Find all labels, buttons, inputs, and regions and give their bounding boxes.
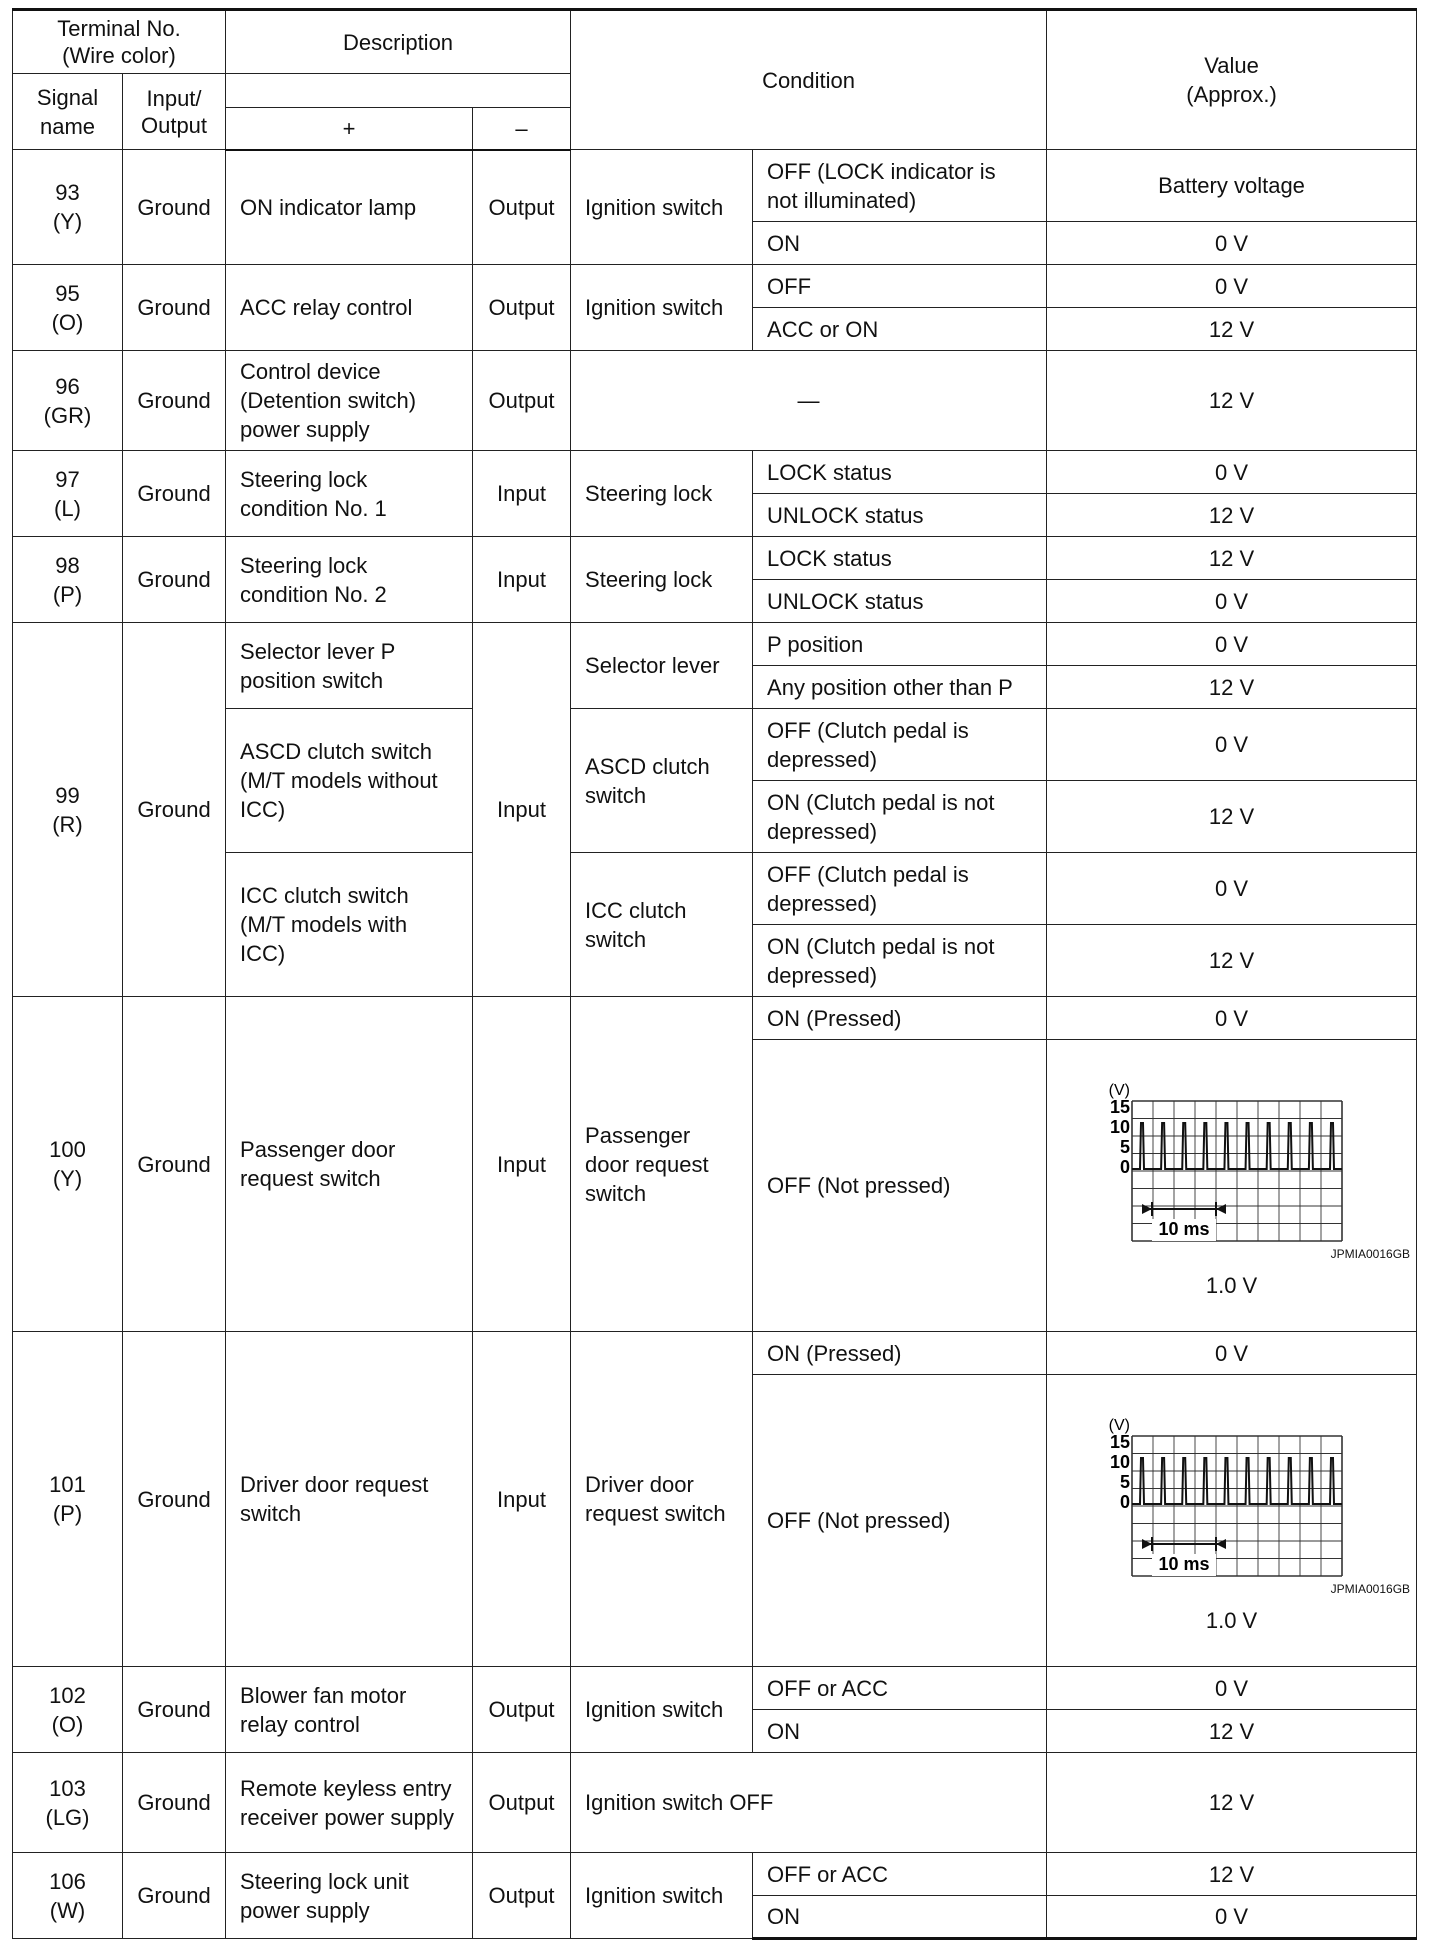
header-value: Value (Approx.) bbox=[1047, 10, 1417, 150]
figure-code: JPMIA0016GB bbox=[1330, 1582, 1411, 1596]
io-type: Output bbox=[473, 351, 571, 451]
table-row bbox=[13, 537, 1417, 580]
waveform-tick-label: 15 bbox=[1109, 1432, 1130, 1452]
value: 0 V bbox=[1047, 709, 1417, 781]
signal-name: Driver door request switch bbox=[226, 1332, 473, 1667]
condition-state: P position bbox=[753, 623, 1047, 666]
header-description: Description bbox=[226, 10, 571, 74]
value: 0 V bbox=[1047, 222, 1417, 265]
value: 12 V bbox=[1047, 1853, 1417, 1896]
terminal-no: 103 (LG) bbox=[13, 1753, 123, 1853]
period-label: 10 ms bbox=[1158, 1219, 1210, 1239]
value-waveform-cell bbox=[1047, 1040, 1417, 1332]
header-condition: Condition bbox=[571, 10, 1047, 150]
terminal-no: 95 (O) bbox=[13, 265, 123, 351]
value: 0 V bbox=[1047, 623, 1417, 666]
minus-terminal: Ground bbox=[123, 1753, 226, 1853]
io-type: Output bbox=[473, 150, 571, 265]
condition-state: ON (Pressed) bbox=[753, 1332, 1047, 1375]
minus-terminal: Ground bbox=[123, 351, 226, 451]
table-row bbox=[13, 1853, 1417, 1896]
signal-name: Steering lock condition No. 2 bbox=[226, 537, 473, 623]
value: 0 V bbox=[1047, 265, 1417, 308]
waveform-tick-label: 5 bbox=[1119, 1137, 1130, 1157]
value: 12 V bbox=[1047, 494, 1417, 537]
waveform-tick-label: 0 bbox=[1119, 1157, 1130, 1177]
signal-name: Steering lock unit power supply bbox=[226, 1853, 473, 1939]
io-type: Output bbox=[473, 265, 571, 351]
value: 1.0 V bbox=[1205, 1608, 1258, 1633]
table-body bbox=[13, 150, 1417, 1939]
value: 12 V bbox=[1047, 537, 1417, 580]
value: 12 V bbox=[1047, 925, 1417, 997]
terminal-no: 97 (L) bbox=[13, 451, 123, 537]
signal-name: Control device (Detention switch) power supply bbox=[226, 351, 473, 451]
signal-name: ON indicator lamp bbox=[226, 150, 473, 265]
condition-item: Ignition switch bbox=[571, 150, 753, 265]
value: 0 V bbox=[1047, 1332, 1417, 1375]
minus-terminal: Ground bbox=[123, 1667, 226, 1753]
condition-state: ON bbox=[753, 222, 1047, 265]
condition-state: ON bbox=[753, 1896, 1047, 1939]
condition-state: ACC or ON bbox=[753, 308, 1047, 351]
io-type: Output bbox=[473, 1853, 571, 1939]
table-row bbox=[13, 1667, 1417, 1710]
waveform-graph bbox=[1082, 1079, 1382, 1247]
condition-item: Ignition switch bbox=[571, 1853, 753, 1939]
condition-state: OFF (Clutch pedal is depressed) bbox=[753, 853, 1047, 925]
signal-name: Remote keyless entry receiver power supply bbox=[226, 1753, 473, 1853]
waveform-tick-label: 15 bbox=[1109, 1097, 1130, 1117]
condition-state: ON (Pressed) bbox=[753, 997, 1047, 1040]
condition-state: OFF (Not pressed) bbox=[753, 1375, 1047, 1667]
terminal-no: 98 (P) bbox=[13, 537, 123, 623]
terminal-no: 100 (Y) bbox=[13, 997, 123, 1332]
value: 0 V bbox=[1047, 853, 1417, 925]
waveform-tick-label: 0 bbox=[1119, 1492, 1130, 1512]
condition-state: OFF or ACC bbox=[753, 1667, 1047, 1710]
io-type: Input bbox=[473, 1332, 571, 1667]
value: 12 V bbox=[1047, 666, 1417, 709]
condition-item: Ignition switch bbox=[571, 265, 753, 351]
figure-code: JPMIA0016GB bbox=[1330, 1247, 1411, 1261]
minus-terminal: Ground bbox=[123, 537, 226, 623]
io-type: Output bbox=[473, 1667, 571, 1753]
minus-terminal: Ground bbox=[123, 997, 226, 1332]
header-io: Input/ Output bbox=[123, 74, 226, 150]
value: 0 V bbox=[1047, 997, 1417, 1040]
value: 12 V bbox=[1047, 1753, 1417, 1853]
minus-terminal: Ground bbox=[123, 1332, 226, 1667]
waveform-unit-label: (V) bbox=[1108, 1082, 1130, 1099]
signal-name: Blower fan motor relay control bbox=[226, 1667, 473, 1753]
value: 0 V bbox=[1047, 451, 1417, 494]
header-plus: + bbox=[226, 108, 473, 150]
waveform-tick-label: 10 bbox=[1109, 1117, 1130, 1137]
signal-name: Steering lock condition No. 1 bbox=[226, 451, 473, 537]
value: 12 V bbox=[1047, 781, 1417, 853]
table-row bbox=[13, 150, 1417, 222]
minus-terminal: Ground bbox=[123, 150, 226, 265]
terminal-no: 106 (W) bbox=[13, 1853, 123, 1939]
terminal-no: 99 (R) bbox=[13, 623, 123, 997]
minus-terminal: Ground bbox=[123, 451, 226, 537]
header-terminal-no: Terminal No. (Wire color) bbox=[13, 10, 226, 74]
condition-state: LOCK status bbox=[753, 537, 1047, 580]
value: 1.0 V bbox=[1205, 1273, 1258, 1298]
table-row bbox=[13, 623, 1417, 666]
io-type: Input bbox=[473, 537, 571, 623]
condition-item: Selector lever bbox=[571, 623, 753, 709]
table-row bbox=[13, 997, 1417, 1040]
waveform-tick-label: 10 bbox=[1109, 1452, 1130, 1472]
condition-item: Ignition switch OFF bbox=[571, 1753, 1047, 1853]
table-row bbox=[13, 265, 1417, 308]
io-type: Input bbox=[473, 623, 571, 997]
condition-state: ON bbox=[753, 1710, 1047, 1753]
condition-state: LOCK status bbox=[753, 451, 1047, 494]
value: Battery voltage bbox=[1047, 150, 1417, 222]
value: 0 V bbox=[1047, 580, 1417, 623]
minus-terminal: Ground bbox=[123, 265, 226, 351]
condition-item: ASCD clutch switch bbox=[571, 709, 753, 853]
header-signal-name: Signal name bbox=[13, 74, 123, 150]
period-marker bbox=[1142, 1202, 1226, 1216]
condition-state: OFF bbox=[753, 265, 1047, 308]
terminal-no: 101 (P) bbox=[13, 1332, 123, 1667]
waveform-tick-label: 5 bbox=[1119, 1472, 1130, 1492]
io-type: Input bbox=[473, 451, 571, 537]
waveform-graph bbox=[1082, 1414, 1382, 1582]
table-row bbox=[13, 1753, 1417, 1853]
condition-state: OFF (Not pressed) bbox=[753, 1040, 1047, 1332]
minus-terminal: Ground bbox=[123, 623, 226, 997]
value: 12 V bbox=[1047, 308, 1417, 351]
condition-state: OFF (Clutch pedal is depressed) bbox=[753, 709, 1047, 781]
io-type: Input bbox=[473, 997, 571, 1332]
value: 0 V bbox=[1047, 1667, 1417, 1710]
signal-name: ASCD clutch switch (M/T models without ICC) bbox=[226, 709, 473, 853]
terminal-no: 96 (GR) bbox=[13, 351, 123, 451]
signal-name: Selector lever P position switch bbox=[226, 623, 473, 709]
condition-state: OFF or ACC bbox=[753, 1853, 1047, 1896]
table-row bbox=[13, 1332, 1417, 1375]
condition-item: Steering lock bbox=[571, 537, 753, 623]
minus-terminal: Ground bbox=[123, 1853, 226, 1939]
terminal-table-page bbox=[12, 8, 1416, 1940]
signal-name: ACC relay control bbox=[226, 265, 473, 351]
waveform-unit-label: (V) bbox=[1108, 1417, 1130, 1434]
io-type: Output bbox=[473, 1753, 571, 1853]
condition-state: OFF (LOCK indicator is not illuminated) bbox=[753, 150, 1047, 222]
value-waveform-cell bbox=[1047, 1375, 1417, 1667]
condition-item: ICC clutch switch bbox=[571, 853, 753, 997]
waveform-figure bbox=[1053, 1406, 1410, 1596]
condition-item: Driver door request switch bbox=[571, 1332, 753, 1667]
condition-state: UNLOCK status bbox=[753, 494, 1047, 537]
terminal-no: 93 (Y) bbox=[13, 150, 123, 265]
condition-item: Passenger door request switch bbox=[571, 997, 753, 1332]
condition-item: — bbox=[571, 351, 1047, 451]
period-label: 10 ms bbox=[1158, 1554, 1210, 1574]
signal-name: ICC clutch switch (M/T models with ICC) bbox=[226, 853, 473, 997]
waveform-figure bbox=[1053, 1071, 1410, 1261]
condition-item: Steering lock bbox=[571, 451, 753, 537]
terminal-no: 102 (O) bbox=[13, 1667, 123, 1753]
condition-state: UNLOCK status bbox=[753, 580, 1047, 623]
value: 12 V bbox=[1047, 1710, 1417, 1753]
condition-state: Any position other than P bbox=[753, 666, 1047, 709]
terminal-table bbox=[12, 8, 1417, 1940]
period-marker bbox=[1142, 1537, 1226, 1551]
value: 12 V bbox=[1047, 351, 1417, 451]
condition-item: Ignition switch bbox=[571, 1667, 753, 1753]
table-row bbox=[13, 451, 1417, 494]
signal-name: Passenger door request switch bbox=[226, 997, 473, 1332]
condition-state: ON (Clutch pedal is not depressed) bbox=[753, 781, 1047, 853]
value: 0 V bbox=[1047, 1896, 1417, 1939]
header-minus: – bbox=[473, 108, 571, 150]
condition-state: ON (Clutch pedal is not depressed) bbox=[753, 925, 1047, 997]
table-row bbox=[13, 351, 1417, 451]
